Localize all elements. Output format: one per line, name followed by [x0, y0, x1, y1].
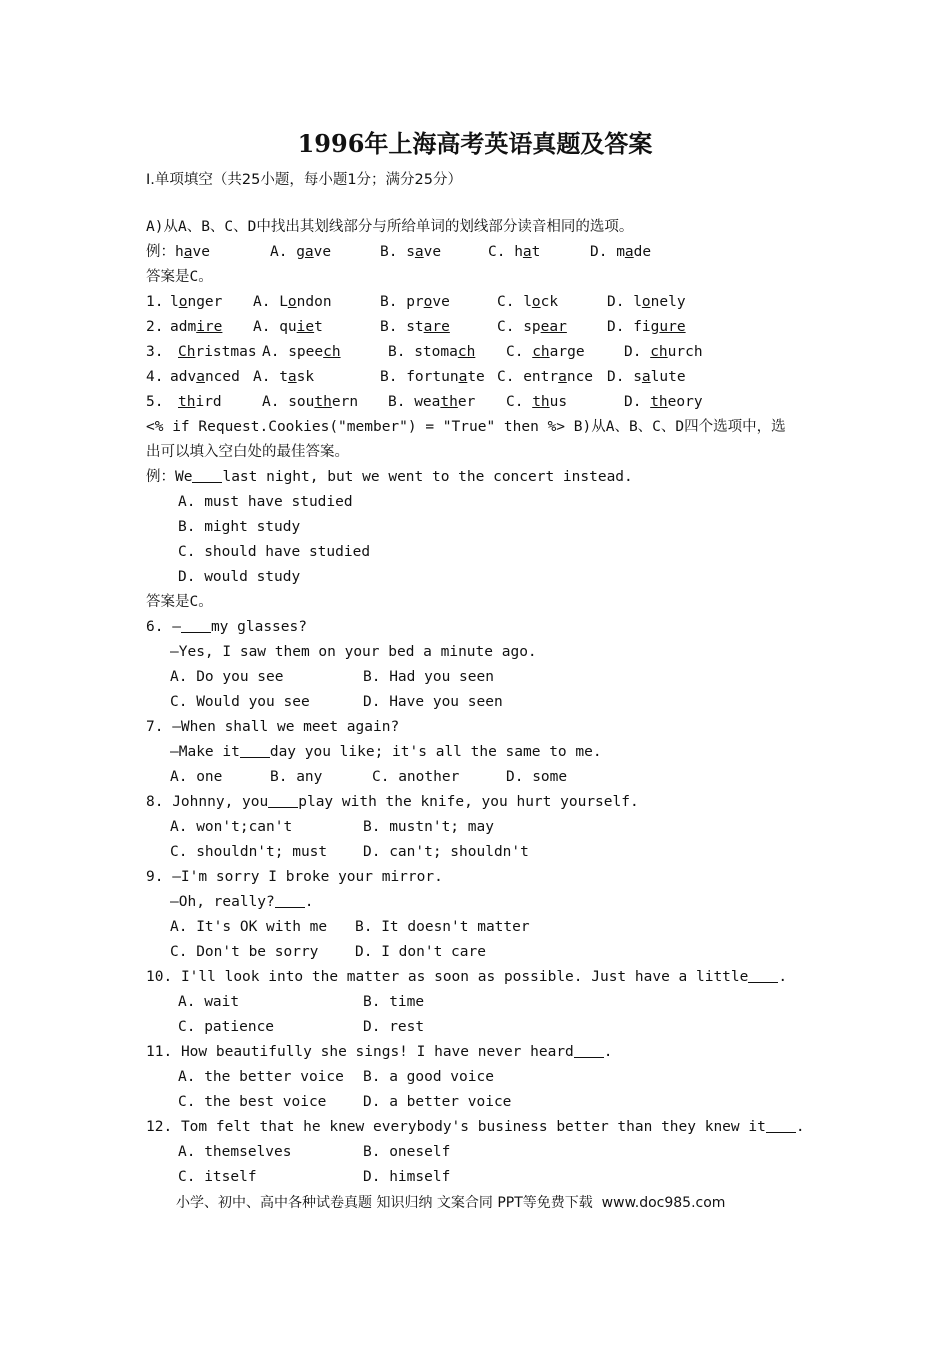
item-option-c: C. thus — [506, 394, 568, 410]
q8-option-c: C. shouldn't; must — [170, 844, 328, 860]
q10-option-d: D. rest — [363, 1019, 425, 1035]
q12-option-a: A. themselves — [178, 1144, 292, 1160]
item-word: admire — [170, 319, 223, 335]
q9-option-a: A. It's OK with me — [170, 919, 328, 935]
item-option-b: B. prove — [380, 294, 450, 310]
example-option: B. might study — [178, 519, 301, 535]
item-number: 2. — [146, 319, 164, 335]
item-number: 5. — [146, 394, 164, 410]
item-number: 4. — [146, 369, 164, 385]
item-option-c: C. lock — [497, 294, 559, 310]
question-8: 8. Johnny, you play with the knife, you hurt yourself. — [146, 794, 639, 810]
q9-option-d: D. I don't care — [355, 944, 486, 960]
q9-option-c: C. Don't be sorry — [170, 944, 319, 960]
item-option-c: C. spear — [497, 319, 567, 335]
part-b-instruction: <% if Request.Cookies("member") = "True" then %> B)从A、B、C、D四个选项中，选 — [146, 419, 786, 435]
q12-option-c: C. itself — [178, 1169, 257, 1185]
item-option-a: A. task — [253, 369, 315, 385]
q6-option-a: A. Do you see — [170, 669, 284, 685]
section-heading: Ⅰ.单项填空（共25小题，每小题1分；满分25分） — [146, 172, 463, 188]
question-7: 7. —When shall we meet again? — [146, 719, 400, 735]
item-option-d: D. figure — [607, 319, 686, 335]
question-6-line: —Yes, I saw them on your bed a minute ago. — [170, 644, 537, 660]
item-option-c: C. charge — [506, 344, 585, 360]
item-option-d: D. theory — [624, 394, 703, 410]
item-word: longer — [170, 294, 223, 310]
q8-option-b: B. mustn't; may — [363, 819, 494, 835]
question-10: 10. I'll look into the matter as soon as possible. Just have a little . — [146, 969, 788, 985]
question-9-line: —Oh, really? . — [170, 894, 314, 910]
q10-option-b: B. time — [363, 994, 425, 1010]
question-12: 12. Tom felt that he knew everybody's business better than they knew it . — [146, 1119, 805, 1135]
q7-option-a: A. one — [170, 769, 223, 785]
item-option-b: B. stomach — [388, 344, 476, 360]
item-option-a: A. quiet — [253, 319, 323, 335]
item-option-d: D. church — [624, 344, 703, 360]
q6-option-d: D. Have you seen — [363, 694, 503, 710]
part-b-answer: 答案是C。 — [146, 594, 213, 610]
footer-link[interactable]: 小学、初中、高中各种试卷真题 知识归纳 文案合同 PPT等免费下载 www.doc985.com — [176, 1195, 726, 1211]
answer-blank — [268, 793, 298, 808]
answer-blank — [192, 468, 222, 483]
answer-blank — [275, 893, 305, 908]
question-11: 11. How beautifully she sings! I have never heard . — [146, 1044, 613, 1060]
part-b-instruction-cont: 出可以填入空白处的最佳答案。 — [146, 444, 349, 460]
item-option-a: A. London — [253, 294, 332, 310]
q12-option-d: D. himself — [363, 1169, 451, 1185]
example-option-c: C. hat — [488, 244, 541, 260]
q8-option-d: D. can't; shouldn't — [363, 844, 529, 860]
q7-option-d: D. some — [506, 769, 568, 785]
item-option-d: D. salute — [607, 369, 686, 385]
example-option: A. must have studied — [178, 494, 353, 510]
answer-blank — [748, 968, 778, 983]
q12-option-b: B. oneself — [363, 1144, 451, 1160]
q11-option-d: D. a better voice — [363, 1094, 512, 1110]
page-title: 1996年上海高考英语真题及答案 — [297, 129, 653, 158]
item-option-a: A. southern — [262, 394, 359, 410]
item-option-d: D. lonely — [607, 294, 686, 310]
item-option-a: A. speech — [262, 344, 341, 360]
q9-option-b: B. It doesn't matter — [355, 919, 530, 935]
q6-option-c: C. Would you see — [170, 694, 310, 710]
example-option-a: A. gave — [270, 244, 332, 260]
question-9: 9. —I'm sorry I broke your mirror. — [146, 869, 443, 885]
q10-option-c: C. patience — [178, 1019, 275, 1035]
item-number: 3. — [146, 344, 164, 360]
part-b-example: 例：We last night, but we went to the concert instead. — [146, 469, 633, 485]
example-option: C. should have studied — [178, 544, 371, 560]
q8-option-a: A. won't;can't — [170, 819, 293, 835]
item-word: third — [178, 394, 222, 410]
example-row: 例：have — [146, 244, 210, 260]
example-option-b: B. save — [380, 244, 442, 260]
item-word: advanced — [170, 369, 240, 385]
part-a-instruction: A)从A、B、C、D中找出其划线部分与所给单词的划线部分读音相同的选项。 — [146, 219, 634, 235]
example-answer: 答案是C。 — [146, 269, 213, 285]
question-7-line: —Make it day you like; it's all the same to me. — [170, 744, 602, 760]
q11-option-b: B. a good voice — [363, 1069, 494, 1085]
example-option-d: D. made — [590, 244, 652, 260]
answer-blank — [766, 1118, 796, 1133]
item-number: 1. — [146, 294, 164, 310]
item-option-c: C. entrance — [497, 369, 594, 385]
q11-option-c: C. the best voice — [178, 1094, 327, 1110]
answer-blank — [574, 1043, 604, 1058]
q7-option-c: C. another — [372, 769, 460, 785]
item-option-b: B. fortunate — [380, 369, 485, 385]
item-option-b: B. stare — [380, 319, 450, 335]
question-6: 6. — my glasses? — [146, 619, 307, 635]
answer-blank — [240, 743, 270, 758]
q7-option-b: B. any — [270, 769, 323, 785]
answer-blank — [181, 618, 211, 633]
q10-option-a: A. wait — [178, 994, 240, 1010]
item-option-b: B. weather — [388, 394, 476, 410]
q11-option-a: A. the better voice — [178, 1069, 344, 1085]
q6-option-b: B. Had you seen — [363, 669, 494, 685]
example-option: D. would study — [178, 569, 301, 585]
item-word: Christmas — [178, 344, 257, 360]
